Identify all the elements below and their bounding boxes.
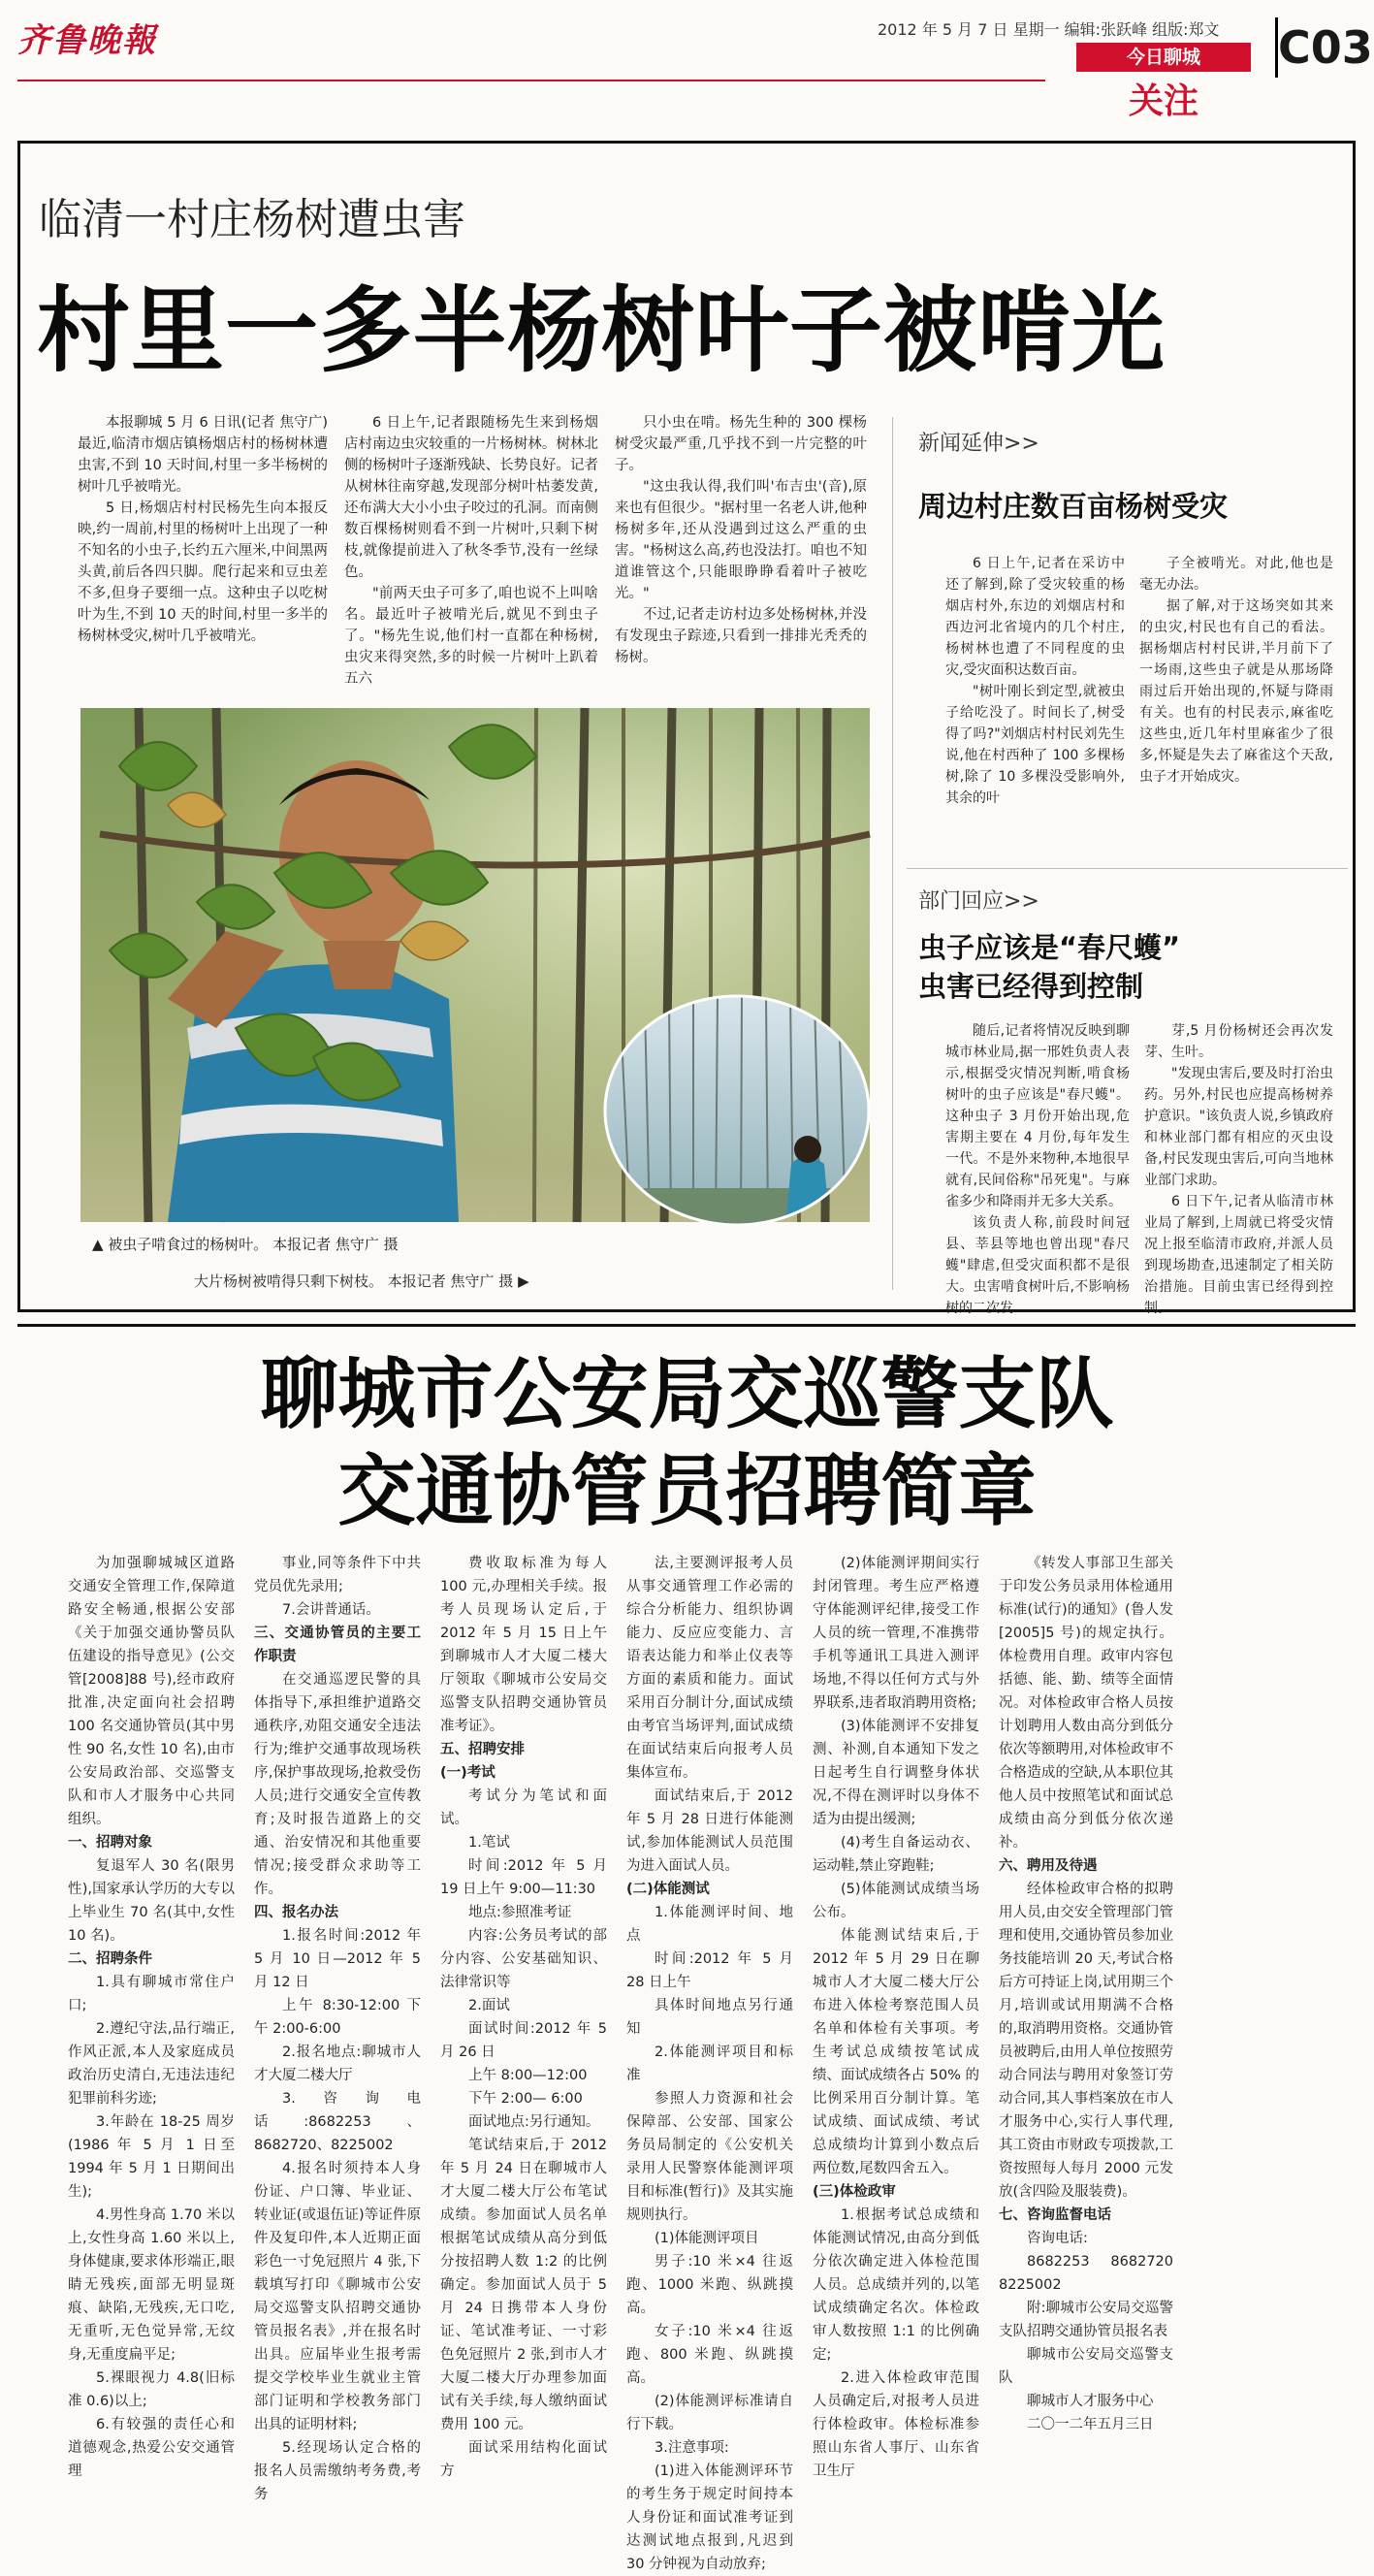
paragraph: 1.笔试 — [468, 1835, 510, 1851]
paragraph: 考试分为笔试和面试。 — [440, 1788, 607, 1827]
paragraph: 面试地点:另行通知。 — [468, 2114, 600, 2130]
paragraph: 费收取标准为每人 100 元,办理相关手续。报考人员现场认定后,于 2012 年 5 月 15 日上午到聊城市人才大厦二楼大厅领取《聊城市公安局交巡警支队招聘交通协管员准考证》。 — [440, 1556, 607, 1734]
paragraph: 该负责人称,前段时间冠县、莘县等地也曾出现"春尺蠖"肆虐,但受灾面积都不是很大。虫害啃食树叶后,不影响杨树的二次发 — [945, 1215, 1130, 1316]
story-column-3 — [615, 412, 867, 703]
paragraph: 2.遵纪守法,品行端正,作风正派,本人及家庭成员政治历史清白,无违法违纪犯罪前科劣迹; — [68, 2021, 235, 2107]
paragraph: 随后,记者将情况反映到聊城市林业局,据一邢姓负责人表示,根据受灾情况判断,啃食杨树叶的虫子应该是"春尺蠖"。这种虫子 3 月份开始出现,危害期主要在 4 月份,每年发生一代。不是外来物种,本地很早就有,民间俗称"吊死鬼"。与麻雀多少和降雨并无多大关系。 — [945, 1023, 1130, 1209]
sidebar-text-1b — [1139, 553, 1333, 863]
paragraph: 具体时间地点另行通知 — [626, 1998, 793, 2037]
paragraph: 咨询电话: — [1027, 2231, 1088, 2246]
section-heading: 四、报名办法 — [254, 1905, 338, 1920]
paragraph: 2.体能测评项目和标准 — [626, 2045, 793, 2083]
sidebar-text-2a — [945, 1020, 1130, 1316]
paragraph: 2.面试 — [468, 1998, 510, 2013]
section-heading: 一、招聘对象 — [68, 1835, 152, 1851]
dateline: 2012 年 5 月 7 日 星期一 编辑:张跃峰 组版:郑文 — [878, 20, 1220, 39]
paragraph: 3.年龄在 18-25 周岁(1986 年 5 月 1 日至 1994 年 5 月 1 日期间出生); — [68, 2114, 235, 2200]
story-kicker: 临清一村庄杨树遭虫害 — [39, 195, 465, 244]
paragraph: 《转发人事部卫生部关于印发公务员录用体检通用标准(试行)的通知》(鲁人发[2005]5 号)的规定执行。体检费用自理。政审内容包括德、能、勤、绩等全面情况。对体检政审合格人员按计划聘用人数由高分到低分依次等额聘用,对体检政审不合格造成的空缺,从本职位其他人员中按照笔试和面试总成绩由高分到低分依次递补。 — [999, 1556, 1173, 1851]
paragraph: 3.咨询电话:8682253、8682720、8225002 — [254, 2091, 421, 2153]
section-heading: (二)体能测试 — [626, 1882, 710, 1897]
sidebar-headline-1: 周边村庄数百亩杨树受灾 — [918, 490, 1229, 523]
notice-headline-line-2: 交通协管员招聘简章 — [337, 1446, 1037, 1536]
paragraph: 笔试结束后,于 2012 年 5 月 24 日在聊城市人才大厦二楼大厅公布笔试成绩。参加面试人员名单根据笔试成绩从高分到低分按招聘人数 1:2 的比例确定。参加面试人员于 5 月 24 日携带本人身份证、笔试准考证、一寸彩色免冠照片 2 张,到市人才大厦二楼大厅办理参加面试有关手续,每人缴纳面试费用 100 元。 — [440, 2138, 607, 2432]
paragraph: 不过,记者走访村边多处杨树林,并没有发现虫子踪迹,只看到一排排光秃秃的杨树。 — [615, 607, 867, 665]
paragraph: (1)进入体能测评环节的考生务于规定时间持本人身份证和面试准考证到达测试地点报到,凡迟到 30 分钟视为自动放弃; — [626, 2463, 793, 2572]
paragraph: (3)体能测评不安排复测、补测,自本通知下发之日起考生自行调整身体状况,不得在测评时以身体不适为由提出缓测; — [813, 1719, 979, 1827]
notice-column-4 — [626, 1552, 793, 2572]
masthead — [0, 0, 1374, 136]
notice-column-5 — [813, 1552, 979, 2479]
paragraph: 6 日上午,记者跟随杨先生来到杨烟店村南边虫灾较重的一片杨树林。树林北侧的杨树叶子逐渐残缺、长势良好。记者从树林往南穿越,发现部分树叶枯萎发黄,还布满大大小小虫子咬过的孔洞。而南侧数百棵杨树则看不到一片树叶,只剩下树枝,就像提前进入了秋冬季节,没有一丝绿色。 — [344, 415, 598, 580]
paragraph: 上午 8:00—12:00 — [468, 2068, 588, 2083]
sidebar — [907, 427, 1348, 1316]
paragraph: 4.报名时须持本人身份证、户口簿、毕业证、转业证(或退伍证)等证件原件及复印件,本人近期正面彩色一寸免冠照片 4 张,下载填写打印《聊城市公安局交巡警支队招聘交通协管员报名表》,并在报名时出具。应届毕业生报考需提交学校毕业生就业主管部门证明和学校教务部门出具的证明材料; — [254, 2161, 421, 2432]
paragraph: 只小虫在啃。杨先生种的 300 棵杨树受灾最严重,几乎找不到一片完整的叶子。 — [615, 415, 867, 473]
paragraph: 时间:2012 年 5 月 19 日上午 9:00—11:30 — [440, 1858, 607, 1897]
paragraph: 下午 2:00— 6:00 — [468, 2091, 583, 2107]
photo-caption-main: ▲ 被虫子啃食过的杨树叶。 本报记者 焦守广 摄 — [92, 1236, 399, 1253]
paragraph: 参照人力资源和社会保障部、公安部、国家公务员局制定的《公安机关录用人民警察体能测评项目和标准(暂行)》及其实施规则执行。 — [626, 2091, 793, 2223]
inset-photo-bare-trees — [601, 994, 873, 1227]
notice-column-3 — [440, 1552, 607, 2479]
paragraph: 聊城市人才服务中心 — [1027, 2394, 1154, 2409]
paragraph: 2.进入体检政审范围人员确定后,对报考人员进行体检政审。体检标准参照山东省人事厅、山东省卫生厅 — [813, 2370, 979, 2479]
paragraph: 上午 8:30-12:00 下午 2:00-6:00 — [254, 1998, 421, 2037]
newspaper-logo: 齐鲁晚報 — [17, 21, 157, 60]
paragraph: 经体检政审合格的拟聘用人员,由交安全管理部门管理和使用,交通协管员参加业务技能培训 20 天,考试合格后方可持证上岗,试用期三个月,培训或试用期满不合格的,取消聘用资格。交通协管员被聘后,由用人单位按照劳动合同法与聘用对象签订劳动合同,其人事档案放在市人才服务中心,实行人事代理,其工资由市财政专项拨款,工资按照每人每月 2000 元发放(含四险及服装费)。 — [999, 1882, 1173, 2200]
paragraph: 面试采用结构化面试方 — [440, 2440, 607, 2479]
notice-column-2 — [254, 1552, 421, 2502]
paragraph: 复退军人 30 名(限男性),国家承认学历的大专以上毕业生 70 名(其中,女性 10 名)。 — [68, 1858, 235, 1944]
paragraph: 芽,5 月份杨树还会再次发芽、生叶。 — [1144, 1023, 1333, 1060]
paragraph: 6 日上午,记者在采访中还了解到,除了受灾较重的杨烟店村外,东边的刘烟店村和西边河北省境内的几个村庄,杨树林也遭了不同程度的虫灾,受灾面积达数百亩。 — [945, 556, 1125, 678]
paragraph: 4.男性身高 1.70 米以上,女性身高 1.60 米以上,身体健康,要求体形端正,眼睛无残疾,面部无明显斑痕、缺陷,无残疾,无口吃,无重听,无色觉异常,无纹身,无重度扁平足; — [68, 2207, 235, 2363]
paragraph: 2.报名地点:聊城市人才大厦二楼大厅 — [254, 2045, 421, 2083]
paragraph: (2)体能测评标准请自行下载。 — [626, 2394, 793, 2432]
paragraph: "前两天虫子可多了,咱也说不上叫啥名。最近叶子被啃光后,就见不到虫子了。"杨先生说,他们村一直都在种杨树,虫灾来得突然,多的时候一片树叶上趴着五六 — [344, 586, 598, 687]
paragraph: "树叶刚长到定型,就被虫子给吃没了。时间长了,树受得了吗?"刘烟店村村民刘先生说,他在村西种了 100 多棵杨树,除了 10 多棵没受影响外,其余的叶 — [945, 684, 1125, 806]
section-heading: 七、咨询监督电话 — [999, 2207, 1111, 2223]
paragraph: 二〇一二年五月三日 — [1027, 2417, 1154, 2432]
sidebar-label-response: 部门回应>> — [918, 889, 1039, 914]
notice-headline — [0, 1346, 1374, 1540]
paragraph: 子全被啃光。对此,他也是毫无办法。 — [1139, 556, 1333, 593]
paragraph: 8682253 8682720 8225002 — [999, 2254, 1173, 2293]
sidebar-text-1a — [945, 553, 1125, 863]
paragraph: "这虫我认得,我们叫'布吉虫'(音),原来也有但很少。"据村里一名老人讲,他种杨树多年,还从没遇到过这么严重的虫害。"杨树这么高,药也没法打。咱也不知道谁管这个,只能眼睁睁看着叶子被吃光。" — [615, 479, 867, 601]
paragraph: 7.会讲普通话。 — [282, 1602, 380, 1618]
paragraph: 3.注意事项: — [655, 2440, 729, 2456]
paragraph: (1)体能测评项目 — [655, 2231, 759, 2246]
paragraph: 1.体能测评时间、地点 — [626, 1905, 793, 1944]
sidebar-headline-2b: 虫害已经得到控制 — [918, 970, 1144, 1003]
photo-caption-inset: 大片杨树被啃得只剩下树枝。 本报记者 焦守广 摄 ▶ — [194, 1272, 529, 1290]
paragraph: 事业,同等条件下中共党员优先录用; — [254, 1556, 421, 1594]
sidebar-text-2b — [1144, 1020, 1333, 1316]
paragraph: 5.经现场认定合格的报名人员需缴纳考务费,考务 — [254, 2440, 421, 2502]
column-divider — [892, 417, 893, 1290]
masthead-rule — [17, 80, 1045, 81]
paragraph: 面试时间:2012 年 5 月 26 日 — [440, 2021, 607, 2060]
paragraph: 女子:10 米×4 往返跑、800 米跑、纵跳摸高。 — [626, 2324, 793, 2386]
sidebar-headline-2a: 虫子应该是“春尺蠖” — [918, 931, 1181, 964]
paragraph: 在交通巡逻民警的具体指导下,承担维护道路交通秩序,劝阻交通安全违法行为;维护交通事故现场秩序,保护事故现场,抢救受伤人员;进行交通安全宣传教育;及时报告道路上的交通、治安情况和其他重要情况;接受群众求助等工作。 — [254, 1672, 421, 1897]
paragraph: 1.报名时间:2012 年 5 月 10 日—2012 年 5 月 12 日 — [254, 1928, 421, 1990]
paragraph: 内容:公务员考试的部分内容、公安基础知识、法律常识等 — [440, 1928, 607, 1990]
notice-headline-line-1: 聊城市公安局交巡警支队 — [260, 1349, 1114, 1439]
page-number: C03 — [1275, 17, 1365, 78]
paragraph: 附:聊城市公安局交巡警支队招聘交通协管员报名表 — [999, 2301, 1173, 2339]
sidebar-divider — [907, 868, 1348, 869]
paragraph: 地点:参照准考证 — [468, 1905, 572, 1920]
inset-illustration — [601, 994, 873, 1227]
paragraph: 体能测试结束后,于 2012 年 5 月 29 日在聊城市人才大厦二楼大厅公布进入体检考察范围人员名单和体检有关事项。考生考试总成绩按笔试成绩、面试成绩各占 50% 的比例采用百分制计算。笔试成绩、面试成绩、考试总成绩均计算到小数点后两位数,尾数四舍五入。 — [813, 1928, 979, 2176]
story-column-1 — [78, 412, 328, 703]
paragraph: (5)体能测试成绩当场公布。 — [813, 1882, 979, 1920]
paragraph: 6.有较强的责任心和道德观念,热爱公安交通管理 — [68, 2417, 235, 2479]
story-headline: 村里一多半杨树叶子被啃光 — [37, 276, 1166, 385]
paragraph: 据了解,对于这场突如其来的虫灾,村民也有自己的看法。据杨烟店村村民讲,半月前下了一场雨,这些虫子就是从那场降雨过后开始出现的,怀疑与降雨有关。也有的村民表示,麻雀吃这些虫,近几年村里麻雀少了很多,怀疑是失去了麻雀这个天敌,虫子才开始成灾。 — [1139, 598, 1333, 785]
paragraph: 6 日下午,记者从临清市林业局了解到,上周就已将受灾情况上报至临清市政府,并派人员到现场勘查,迅速制定了相关防治措施。目前虫害已经得到控制。 — [1144, 1194, 1333, 1316]
sidebar-label-extension: 新闻延伸>> — [918, 432, 1039, 456]
paragraph: 时间:2012 年 5 月 28 日上午 — [626, 1951, 793, 1990]
paragraph: 1.根据考试总成绩和体能测试情况,由高分到低分依次确定进入体检范围人员。总成绩并列的,以笔试成绩确定名次。体检政审人数按照 1:1 的比例确定; — [813, 2207, 979, 2363]
paragraph: (2)体能测评期间实行封闭管理。考生应严格遵守体能测评纪律,接受工作人员的统一管理,不准携带手机等通讯工具进入测评场地,不得以任何方式与外界联系,违者取消聘用资格; — [813, 1556, 979, 1711]
paragraph: 1.具有聊城市常住户口; — [68, 1975, 235, 2013]
section-heading: 三、交通协管员的主要工作职责 — [254, 1626, 421, 1664]
notice-column-1 — [68, 1552, 235, 2479]
notice-column-6 — [999, 1552, 1173, 2432]
paragraph: 5 日,杨烟店村村民杨先生向本报反映,约一周前,村里的杨树叶上出现了一种不知名的小虫子,长约五六厘米,中间黑两头黄,前后各四只脚。爬行起来和豆虫差不多,但身子要细一点。这种虫子以吃树叶为生,不到 10 天的时间,村里一多半的杨树林受灾,树叶几乎被啃光。 — [78, 500, 328, 644]
section-heading: (一)考试 — [440, 1765, 495, 1781]
section-name: 关注 — [1128, 81, 1198, 121]
section-heading: 五、招聘安排 — [440, 1742, 525, 1757]
section-tab: 今日聊城 — [1076, 43, 1251, 72]
paragraph: 本报聊城 5 月 6 日讯(记者 焦守广) 最近,临清市烟店镇杨烟店村的杨树林遭虫害,不到 10 天时间,村里一多半杨树的树叶几乎被啃光。 — [78, 415, 328, 495]
paragraph: 5.裸眼视力 4.8(旧标准 0.6)以上; — [68, 2370, 235, 2409]
paragraph: 为加强聊城城区道路交通安全管理工作,保障道路安全畅通,根据公安部《关于加强交通协警员队伍建设的指导意见》(公交管[2008]88 号),经市政府批准,决定面向社会招聘 100 名交通协管员(其中男性 90 名,女性 10 名),由市公安局政治部、交巡警支队和市人才服务中心共同组织。 — [68, 1556, 235, 1827]
paragraph: 法,主要测评报考人员从事交通管理工作必需的综合分析能力、组织协调能力、反应应变能力、言语表达能力和举止仪表等方面的素质和能力。面试采用百分制计分,面试成绩由考官当场评判,面试成绩在面试结束后向报考人员集体宣布。 — [626, 1556, 793, 1781]
section-heading: 二、招聘条件 — [68, 1951, 152, 1967]
paragraph: 男子:10 米×4 往返跑、1000 米跑、纵跳摸高。 — [626, 2254, 793, 2316]
section-heading: (三)体检政审 — [813, 2184, 896, 2200]
paragraph: "发现虫害后,要及时打治虫药。另外,村民也应提高杨树养护意识。"该负责人说,乡镇政府和林业部门都有相应的灭虫设备,村民发现虫害后,可向当地林业部门求助。 — [1144, 1066, 1333, 1188]
paragraph: 聊城市公安局交巡警支队 — [999, 2347, 1173, 2386]
paragraph: 面试结束后,于 2012 年 5 月 28 日进行体能测试,参加体能测试人员范围为进入面试人员。 — [626, 1788, 793, 1874]
story-column-2 — [344, 412, 598, 703]
section-heading: 六、聘用及待遇 — [999, 1858, 1098, 1874]
paragraph: (4)考生自备运动衣、运动鞋,禁止穿跑鞋; — [813, 1835, 979, 1874]
